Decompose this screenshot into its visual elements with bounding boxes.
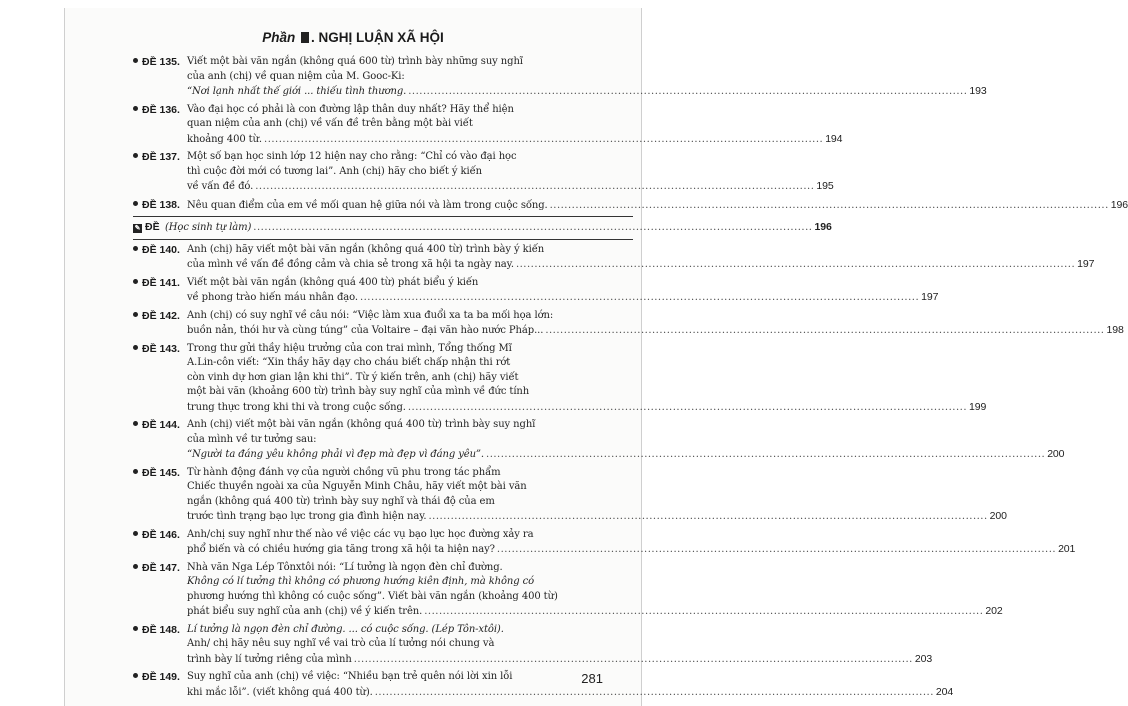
toc-entry[interactable] [133, 561, 1003, 620]
bullet-icon [133, 106, 138, 111]
dot-leader [486, 448, 1045, 463]
bullet-icon [133, 421, 138, 426]
entry-body [187, 276, 939, 306]
entry-body [187, 466, 1007, 525]
entry-label-text: ĐỀ 147. [142, 561, 180, 574]
entry-text: Một số bạn học sinh lớp 12 hiện nay cho rằng: “Chỉ có vào đại học [187, 151, 517, 162]
entry-label-text: ĐỀ 148. [142, 623, 180, 636]
entry-page-number: 203 [914, 652, 933, 665]
entry-page-number: 199 [969, 400, 987, 413]
entry-body [187, 528, 1076, 558]
entry-page-number: 201 [1058, 543, 1076, 555]
bullet-icon [133, 153, 138, 158]
entry-text: Nhà văn Nga Lép Tônxtôi nói: “Lí tưởng là ngọn đèn chỉ đường. [187, 561, 503, 573]
section-prefix: Phần [262, 30, 296, 45]
entry-line [187, 575, 633, 590]
entry-line [187, 117, 633, 132]
entry-line [187, 342, 633, 357]
entry-line [187, 418, 633, 433]
entry-text: Trong thư gửi thầy hiệu trưởng của con trai mình, Tổng thống Mĩ [187, 342, 512, 354]
entry-line [187, 685, 954, 701]
dot-leader [360, 291, 919, 306]
entry-text: buồn nản, thói hư và cùng túng” của Voltaire – đại văn hào nước Pháp... [187, 325, 544, 336]
entry-label [133, 342, 191, 357]
entry-page-number: 196 [1110, 198, 1128, 211]
entry-line [187, 257, 1095, 273]
entry-label [133, 55, 191, 70]
entry-page-number: 200 [1047, 448, 1065, 460]
entry-text: Không có lí tưởng thì không có phương hướng kiên định, mà không có [187, 576, 535, 587]
toc-entry[interactable] [133, 342, 987, 416]
entry-text: Nêu quan điểm của em về mối quan hệ giữa nói và làm trong cuộc sống. [187, 199, 548, 211]
entry-text: của mình về vấn đề đồng cảm và chia sẻ trong xã hội ta ngày nay. [187, 259, 514, 270]
bullet-icon [133, 58, 138, 63]
entry-page-number: 196 [814, 221, 832, 233]
entry-label [133, 670, 191, 685]
book-page [64, 8, 1128, 706]
entry-page-number: 202 [985, 605, 1003, 617]
entry-page-number: 204 [935, 685, 954, 698]
entry-text: (Học sinh tự làm) [165, 222, 252, 233]
entry-label-text: ĐỀ 135. [142, 56, 180, 68]
toc-entry[interactable] [133, 418, 1065, 463]
entry-text: phương hướng thì không có cuộc sống”. Viết bài văn ngắn (khoảng 400 từ) [187, 590, 558, 602]
entry-label-text: ĐỀ 137. [142, 151, 180, 163]
entry-label [133, 103, 191, 118]
entry-line [187, 132, 843, 148]
entry-text: Suy nghĩ của anh (chị) về việc: “Nhiều bạn trẻ quên nói lời xin lỗi [187, 671, 513, 682]
entry-text: của anh (chị) về quan niệm của M. Gooc-Ki: [187, 70, 405, 82]
entry-label-text: ĐỀ [145, 221, 160, 233]
entry-label-text: ĐỀ 140. [142, 243, 180, 256]
toc-entry[interactable] [133, 198, 1128, 214]
entry-line [187, 466, 633, 481]
entry-line [187, 165, 633, 180]
dot-leader [550, 199, 1109, 214]
entry-line [187, 590, 633, 605]
bullet-icon [133, 564, 138, 569]
entry-line [187, 495, 633, 510]
entry-page-number: 193 [969, 85, 987, 97]
entry-text: Viết một bài văn ngắn (không quá 600 từ) trình bày những suy nghĩ [187, 56, 523, 67]
bullet-icon [133, 312, 138, 317]
entry-line [187, 323, 1124, 339]
entry-page-number: 197 [921, 291, 939, 303]
entry-text: trung thực trong khi thi và trong cuộc sống. [187, 401, 406, 413]
toc-entry[interactable] [133, 276, 939, 306]
entry-line [165, 220, 832, 236]
entry-text: trước tình trạng bạo lực trong gia đình hiện nay. [187, 511, 427, 522]
entry-line [187, 84, 987, 100]
dot-leader [354, 653, 913, 668]
entry-line [187, 480, 633, 495]
entry-label [133, 466, 191, 481]
entry-line [187, 150, 633, 165]
entry-line [187, 356, 633, 371]
entry-label [133, 561, 191, 576]
dot-leader [253, 221, 812, 236]
entry-line [187, 542, 1076, 558]
entry-line [187, 309, 633, 324]
entry-label [133, 150, 191, 165]
entry-text: của mình về tư tưởng sau: [187, 433, 317, 445]
dot-leader [255, 180, 814, 195]
entry-label [133, 418, 191, 433]
entry-text: về vấn đề đó. [187, 181, 254, 192]
section-heading: NGHỊ LUẬN XÃ HỘI [318, 30, 444, 45]
dot-leader [264, 133, 823, 148]
entry-line [187, 243, 633, 258]
entry-body [187, 243, 1095, 273]
entry-line [187, 385, 633, 400]
entry-body [187, 309, 1124, 339]
entry-line [187, 652, 933, 668]
dot-leader [516, 258, 1075, 273]
entry-page-number: 195 [816, 180, 834, 192]
dot-leader [497, 543, 1056, 558]
toc-entry[interactable] [133, 243, 1095, 273]
entry-label-text: ĐỀ 144. [142, 419, 180, 431]
entry-body [187, 150, 834, 195]
toc-entry[interactable] [133, 528, 1076, 558]
entry-label [133, 198, 191, 213]
section-title: Phần . NGHỊ LUẬN XÃ HỘI [262, 30, 444, 45]
entry-text: Chiếc thuyền ngoài xa của Nguyễn Minh Châu, hãy viết một bài văn [187, 481, 527, 492]
entry-body [187, 103, 843, 148]
entry-text: A.Lin-côn viết: “Xin thầy hãy dạy cho cháu biết chấp nhận thi rớt [187, 357, 511, 368]
bullet-icon [133, 531, 138, 536]
entry-text: “Nơi lạnh nhất thế giới ... thiếu tình thương. [187, 86, 407, 97]
entry-text: Anh (chị) có suy nghĩ về câu nói: “Việc làm xua đuổi xa ta ba mối họa lớn: [187, 309, 554, 321]
toc-entry[interactable] [133, 55, 987, 100]
entry-text: quan niệm của anh (chị) về vấn đề trên bằng một bài viết [187, 118, 473, 129]
entry-text: “Người ta đáng yêu không phải vì đẹp mà đẹp vì đáng yêu”. [187, 449, 485, 460]
entry-text: Vào đại học có phải là con đường lập thân duy nhất? Hãy thể hiện [187, 103, 514, 115]
bullet-icon [133, 345, 138, 350]
divider [133, 216, 633, 217]
entry-line [187, 55, 633, 70]
pencil-icon: ✎ [134, 225, 141, 232]
entry-page-number: 197 [1077, 258, 1095, 270]
entry-label [133, 220, 191, 235]
entry-line [187, 604, 1003, 620]
entry-label-text: ĐỀ 138. [142, 198, 180, 211]
entry-line [187, 371, 633, 386]
entry-line [187, 276, 633, 291]
entry-line [187, 561, 633, 576]
entry-line [187, 670, 633, 685]
entry-line [187, 509, 1007, 525]
bullet-icon [133, 673, 138, 678]
entry-text: khi mắc lỗi”. (viết không quá 400 từ). [187, 686, 373, 698]
dot-leader [545, 324, 1104, 339]
entry-line [187, 447, 1065, 463]
entry-body [187, 342, 987, 416]
entry-text: Anh/chị suy nghĩ như thế nào về việc các vụ bạo lực học đường xảy ra [187, 528, 534, 540]
entry-label-text: ĐỀ 145. [142, 466, 180, 479]
page-number: 281 [581, 671, 603, 686]
divider [133, 239, 633, 240]
toc-entry[interactable] [133, 220, 832, 236]
entry-text: Lí tưởng là ngọn đèn chỉ đường. ... có cuộc sống. (Lép Tôn-xtôi). [187, 623, 504, 635]
entry-label-text: ĐỀ 149. [142, 671, 180, 683]
bullet-icon [133, 626, 138, 631]
entry-line [187, 400, 987, 416]
entry-text: về phong trào hiến máu nhân đạo. [187, 292, 358, 303]
entry-label-text: ĐỀ 143. [142, 342, 180, 355]
entry-page-number: 200 [989, 510, 1007, 522]
toc-entry[interactable] [133, 150, 834, 195]
entry-label [133, 276, 191, 291]
entry-label [133, 528, 191, 543]
entry-line [187, 70, 633, 85]
entry-body [187, 418, 1065, 463]
entry-page-number: 198 [1106, 324, 1124, 336]
entry-text: Anh (chị) hãy viết một bài văn ngắn (không quá 400 từ) trình bày ý kiến [187, 243, 545, 255]
entry-line [187, 637, 633, 652]
entry-line [187, 103, 633, 118]
entry-label-text: ĐỀ 142. [142, 309, 180, 322]
entry-text: Anh (chị) viết một bài văn ngắn (không quá 400 từ) trình bày suy nghĩ [187, 419, 536, 430]
entry-body [187, 670, 954, 700]
toc-entry[interactable] [133, 623, 933, 668]
entry-line [187, 290, 939, 306]
dot-leader [424, 605, 983, 620]
entry-line [187, 623, 633, 638]
bullet-icon [133, 201, 138, 206]
entry-body [187, 561, 1003, 620]
entry-text: Từ hành động đánh vợ của người chồng vũ phu trong tác phẩm [187, 466, 501, 478]
toc-entry[interactable] [133, 103, 843, 148]
dot-leader [429, 510, 988, 525]
entry-text: ngắn (không quá 400 từ) trình bày suy nghĩ và thái độ của em [187, 495, 495, 507]
dot-leader [408, 85, 967, 100]
dot-leader [375, 686, 934, 701]
entry-text: phổ biến và có chiều hướng gia tăng trong xã hội ta hiện nay? [187, 544, 495, 555]
bullet-icon [133, 279, 138, 284]
bullet-icon [133, 469, 138, 474]
entry-text: một bài văn (khoảng 600 từ) trình bày suy nghĩ của mình về đức tính [187, 386, 530, 397]
table-of-contents [133, 55, 1128, 703]
roman-numeral-mark [301, 32, 309, 43]
entry-text: thì cuộc đời mới có tương lai”. Anh (chị) hãy cho biết ý kiến [187, 165, 482, 177]
entry-label [133, 309, 191, 324]
entry-body [187, 623, 933, 668]
toc-entry[interactable] [133, 670, 954, 700]
entry-label-text: ĐỀ 136. [142, 103, 180, 116]
entry-body [187, 198, 1128, 214]
entry-line [187, 528, 633, 543]
entry-label-text: ĐỀ 146. [142, 528, 180, 541]
entry-label [133, 243, 191, 258]
entry-line [187, 433, 633, 448]
entry-text: Viết một bài văn ngắn (không quá 400 từ) phát biểu ý kiến [187, 276, 479, 288]
bullet-icon [133, 246, 138, 251]
toc-entry[interactable] [133, 309, 1124, 339]
entry-line [187, 198, 1128, 214]
entry-text: trình bày lí tưởng riêng của mình [187, 653, 352, 665]
entry-label-text: ĐỀ 141. [142, 276, 180, 289]
entry-page-number: 194 [825, 132, 843, 145]
entry-body [187, 55, 987, 100]
entry-text: Anh/ chị hãy nêu suy nghĩ về vai trò của lí tưởng nói chung và [187, 638, 495, 649]
entry-line [187, 179, 834, 195]
entry-text: khoảng 400 từ. [187, 133, 263, 145]
entry-label [133, 623, 191, 638]
entry-text: còn vinh dự hơn gian lận khi thi”. Từ ý kiến trên, anh (chị) hãy viết [187, 371, 519, 383]
dot-leader [408, 401, 967, 416]
entry-body [133, 220, 832, 236]
entry-text: phát biểu suy nghĩ của anh (chị) về ý kiến trên. [187, 606, 423, 617]
toc-entry[interactable] [133, 466, 1007, 525]
